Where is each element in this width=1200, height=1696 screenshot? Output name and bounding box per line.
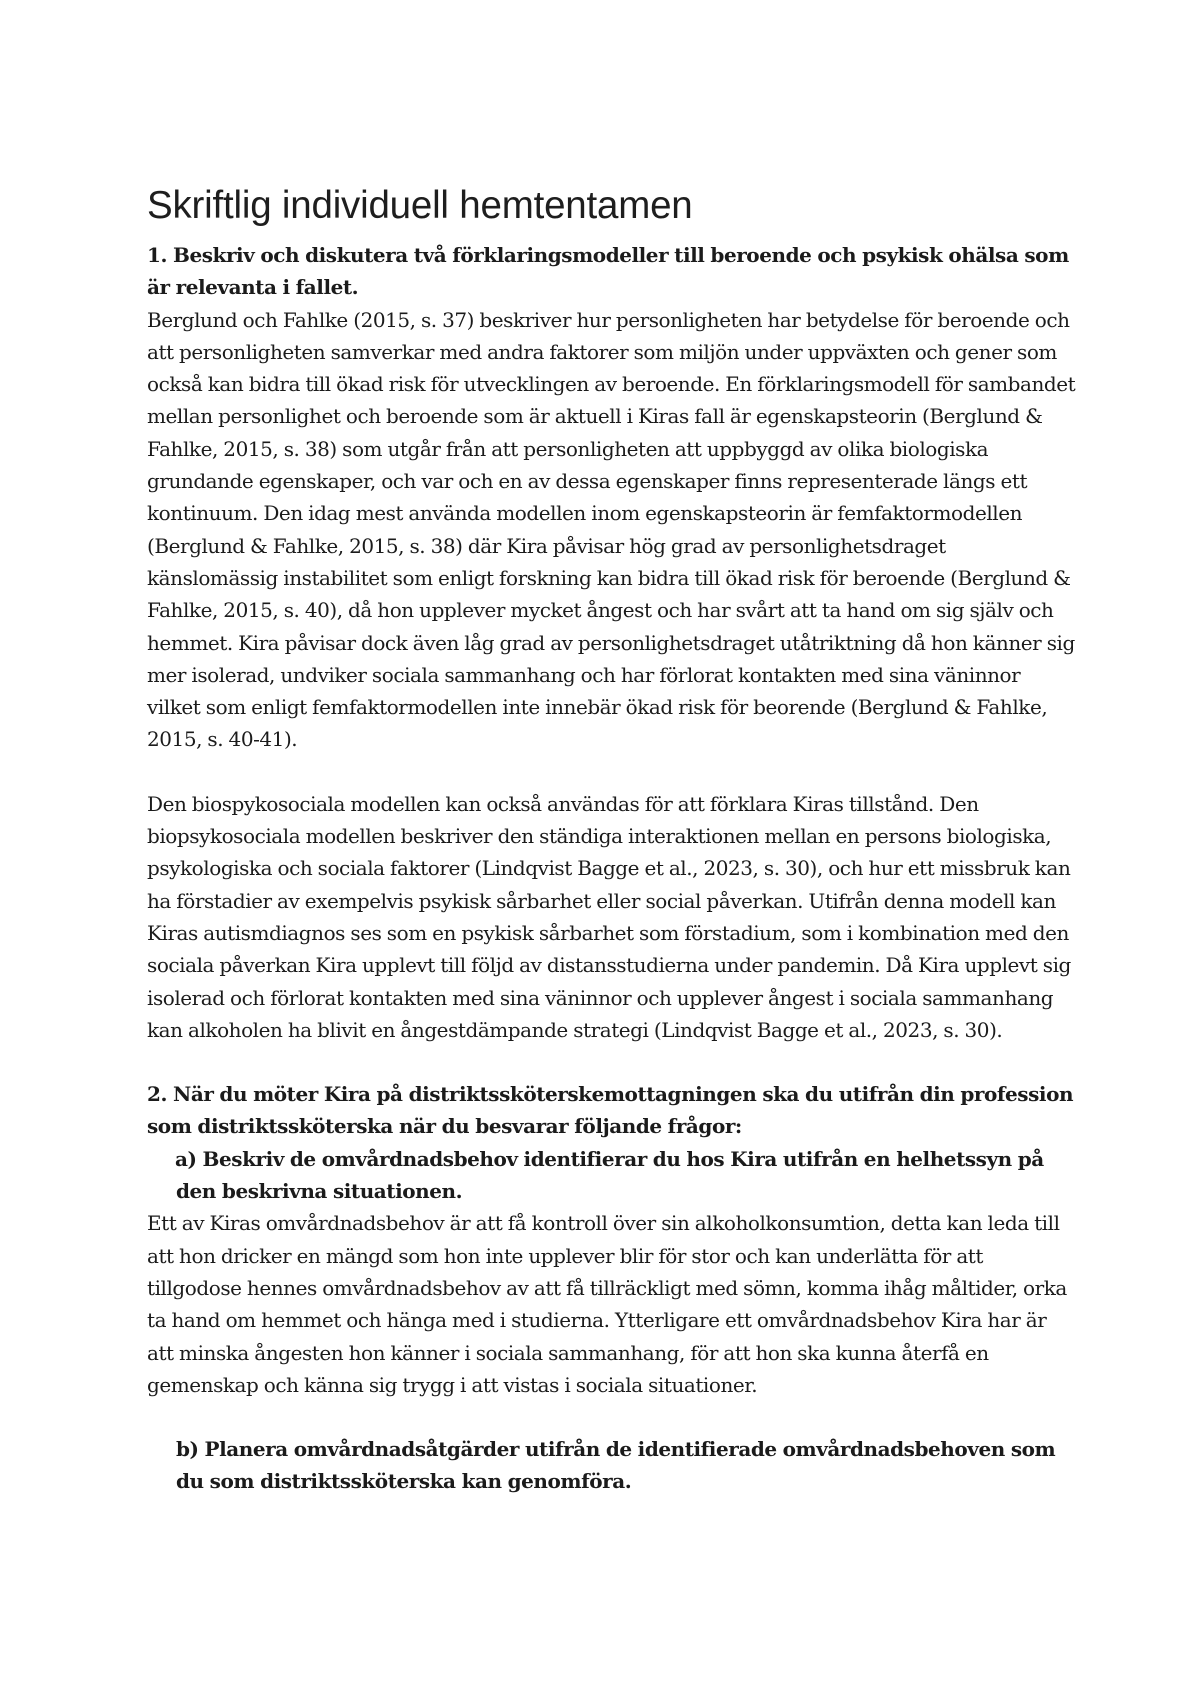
question-2a-answer: Ett av Kiras omvårdnadsbehov är att få kontroll över sin alkoholkonsumtion, detta kan leda till att hon dricker en mängd som hon inte upplever blir för stor och kan underlätta för att tillgodose hennes omvårdnadsbehov av att få tillräckligt med sömn, komma ihåg måltider, orka ta hand om hemmet och hänga med i studierna. Ytterligare ett omvårdnadsbehov Kira har är att minska ångesten hon känner i sociala sammanhang, för att hon ska kunna återfå en gemenskap och känna sig trygg i att vistas i sociala situationer.	[147, 1211, 1067, 1397]
question-1-paragraph-1: Berglund och Fahlke (2015, s. 37) beskriver hur personligheten har betydelse för beroende och att personligheten samverkar med andra faktorer som miljön under uppväxten och gener som också kan bidra till ökad risk för utvecklingen av beroende. En förklaringsmodell för sambandet mellan personlighet och beroende som är aktuell i Kiras fall är egenskapsteorin (Berglund & Fahlke, 2015, s. 38) som utgår från att personligheten att uppbyggd av olika biologiska grundande egenskaper, och var och en av dessa egenskaper finns representerade längs ett kontinuum. Den idag mest använda modellen inom egenskapsteorin är femfaktormodellen (Berglund & Fahlke, 2015, s. 38) där Kira påvisar hög grad av personlighetsdraget känslomässig instabilitet som enligt forskning kan bidra till ökad risk för beroende (Berglund & Fahlke, 2015, s. 40), då hon upplever mycket ångest och har svårt att ta hand om sig själv och hemmet. Kira påvisar dock även låg grad av personlighetsdraget utåtriktning då hon känner sig mer isolerad, undviker sociala sammanhang och har förlorat kontakten med sina väninnor vilket som enligt femfaktormodellen inte innebär ökad risk för beorende (Berglund & Fahlke, 2015, s. 40-41).	[147, 307, 1076, 752]
document-body	[147, 185, 1077, 1498]
question-2-heading: 2. När du möter Kira på distriktssköterskemottagningen ska du utifrån din profession som distriktssköterska när du besvarar följande frågor:	[147, 1082, 1074, 1139]
question-2a-heading: a) Beskriv de omvårdnadsbehov identifierar du hos Kira utifrån en helhetssyn på den beskrivna situationen.	[175, 1146, 1044, 1204]
question-1-paragraph-2: Den biospykosociala modellen kan också användas för att förklara Kiras tillstånd. Den biopsykosociala modellen beskriver den ständiga interaktionen mellan en persons biologiska, psykologiska och sociala faktorer (Lindqvist Bagge et al., 2023, s. 30), och hur ett missbruk kan ha förstadier av exempelvis psykisk sårbarhet eller social påverkan. Utifrån denna modell kan Kiras autismdiagnos ses som en psykisk sårbarhet som förstadium, som i kombination med den sociala påverkan Kira upplevt till följd av distansstudierna under pandemin. Då Kira upplevt sig isolerad och förlorat kontakten med sina väninnor och upplever ångest i sociala sammanhang kan alkoholen ha blivit en ångestdämpande strategi (Lindqvist Bagge et al., 2023, s. 30).	[147, 791, 1071, 1042]
question-2b-heading: b) Planera omvårdnadsåtgärder utifrån de identifierade omvårdnadsbehoven som du som distriktssköterska kan genomföra.	[176, 1437, 1056, 1494]
question-1-heading: 1. Beskriv och diskutera två förklaringsmodeller till beroende och psykisk ohälsa som är relevanta i fallet.	[147, 243, 1069, 300]
document-title: Skriftlig individuell hemtentamen	[147, 184, 693, 227]
